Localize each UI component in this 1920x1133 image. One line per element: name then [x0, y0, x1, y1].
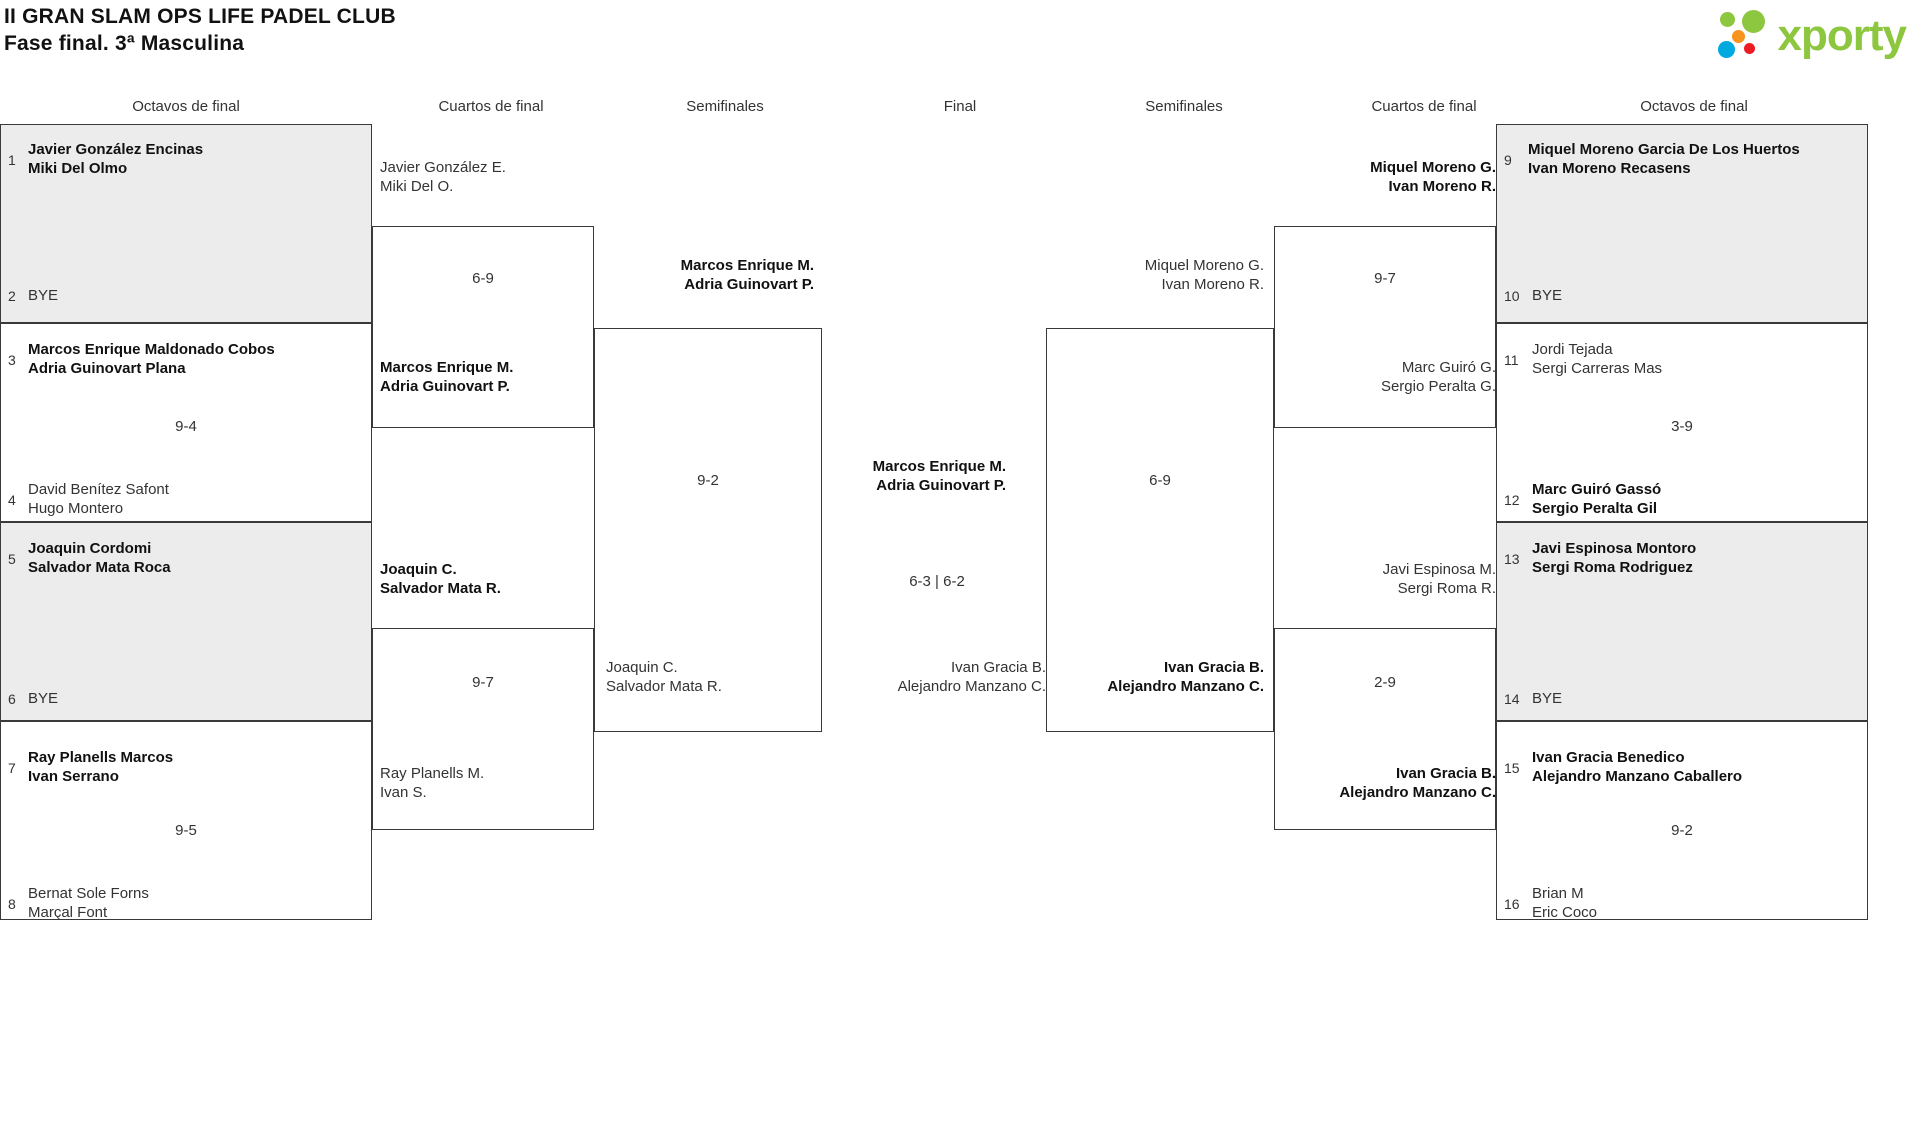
seed-8: 8 — [8, 896, 16, 912]
seed-1: 1 — [8, 152, 16, 168]
team-name-right-qf-1-line1: Miquel Moreno G. — [1370, 159, 1496, 176]
team-name-right-r16-14-line1: BYE — [1532, 690, 1563, 707]
seed-9: 9 — [1504, 152, 1512, 168]
seed-12: 12 — [1504, 492, 1520, 508]
score-final: 6-3 | 6-2 — [909, 573, 965, 590]
match-box-right-qf-1[interactable] — [1274, 226, 1496, 428]
team-name-right-r16-12-line1: Marc Guiró Gassó — [1532, 481, 1662, 498]
team-name-right-qf-4-line2: Alejandro Manzano C. — [1339, 784, 1496, 801]
score-right-qf-2: 2-9 — [1374, 674, 1396, 691]
seed-3: 3 — [8, 352, 16, 368]
team-name-left-r16-1-line2: Miki Del Olmo — [28, 160, 128, 177]
team-name-left-qf-4-line2: Ivan S. — [380, 784, 427, 801]
seed-7: 7 — [8, 760, 16, 776]
team-name-right-r16-13-line1: Javi Espinosa Montoro — [1532, 540, 1697, 557]
team-name-right-r16-9-line1: Miquel Moreno Garcia De Los Huertos — [1528, 141, 1800, 158]
team-name-left-r16-7-line2: Ivan Serrano — [28, 768, 119, 785]
logo-wordmark: xporty — [1777, 11, 1906, 60]
seed-16: 16 — [1504, 896, 1520, 912]
team-name-left-qf-2-line2: Adria Guinovart P. — [380, 378, 510, 395]
team-name-right-qf-4-line1: Ivan Gracia B. — [1395, 765, 1496, 782]
team-name-left-r16-4-line1: David Benítez Safont — [28, 481, 169, 498]
score-right-qf-1: 9-7 — [1374, 270, 1396, 287]
team-name-left-r16-3-line1: Marcos Enrique Maldonado Cobos — [28, 341, 275, 358]
team-name-right-r16-12-line2: Sergio Peralta Gil — [1532, 500, 1658, 517]
team-name-right-r16-9-line2: Ivan Moreno Recasens — [1528, 160, 1691, 177]
team-name-right-qf-3-line2: Sergi Roma R. — [1397, 580, 1496, 597]
team-name-left-r16-5-line2: Salvador Mata Roca — [28, 559, 171, 576]
team-name-right-r16-13-line2: Sergi Roma Rodriguez — [1532, 559, 1693, 576]
team-name-left-r16-4-line2: Hugo Montero — [28, 500, 124, 517]
team-name-left-r16-8-line2: Marçal Font — [28, 904, 108, 921]
seed-2: 2 — [8, 288, 16, 304]
team-name-left-r16-8-line1: Bernat Sole Forns — [28, 885, 149, 902]
team-name-left-sf-1-line2: Adria Guinovart P. — [684, 276, 814, 293]
team-name-left-sf-2-line2: Salvador Mata R. — [606, 678, 722, 695]
team-name-right-qf-3-line1: Javi Espinosa M. — [1382, 561, 1496, 578]
round-label-final: Final — [943, 98, 977, 115]
team-name-right-sf-1-line1: Miquel Moreno G. — [1144, 257, 1264, 274]
seed-4: 4 — [8, 492, 16, 508]
team-name-right-r16-15-line2: Alejandro Manzano Caballero — [1532, 768, 1743, 785]
seed-13: 13 — [1504, 551, 1520, 567]
score-left-r16-4: 9-5 — [175, 822, 197, 839]
team-name-final-bottom-line1: Ivan Gracia B. — [950, 659, 1046, 676]
logo-dots-icon — [1718, 10, 1770, 62]
team-name-left-sf-1-line1: Marcos Enrique M. — [680, 257, 814, 274]
round-label-right-sf: Semifinales — [1145, 98, 1223, 115]
team-name-left-r16-1-line1: Javier González Encinas — [28, 141, 204, 158]
team-name-left-r16-5-line1: Joaquin Cordomi — [28, 540, 152, 557]
score-right-r16-2: 3-9 — [1671, 418, 1693, 435]
round-label-left-sf: Semifinales — [686, 98, 764, 115]
team-name-left-qf-2-line1: Marcos Enrique M. — [380, 359, 514, 376]
team-name-left-r16-7-line1: Ray Planells Marcos — [28, 749, 174, 766]
round-label-left-r16: Octavos de final — [132, 98, 240, 115]
seed-14: 14 — [1504, 691, 1520, 707]
team-name-final-top-line2: Adria Guinovart P. — [876, 477, 1006, 494]
round-label-left-qf: Cuartos de final — [438, 98, 544, 115]
xporty-logo — [1718, 8, 1906, 64]
team-name-right-r16-10-line1: BYE — [1532, 287, 1563, 304]
team-name-left-r16-2-line1: BYE — [28, 287, 59, 304]
score-right-sf: 6-9 — [1149, 472, 1171, 489]
team-name-final-top-line1: Marcos Enrique M. — [872, 458, 1006, 475]
team-name-right-sf-2-line1: Ivan Gracia B. — [1163, 659, 1264, 676]
team-name-right-r16-15-line1: Ivan Gracia Benedico — [1532, 749, 1685, 766]
page-subtitle: Fase final. 3ª Masculina — [4, 32, 245, 55]
round-label-right-qf: Cuartos de final — [1371, 98, 1477, 115]
team-name-right-qf-2-line2: Sergio Peralta G. — [1380, 378, 1496, 395]
team-name-right-r16-11-line2: Sergi Carreras Mas — [1532, 360, 1663, 377]
score-left-qf-1: 6-9 — [472, 270, 494, 287]
team-name-right-r16-11-line1: Jordi Tejada — [1532, 341, 1613, 358]
team-name-left-qf-3-line2: Salvador Mata R. — [380, 580, 501, 597]
score-left-sf: 9-2 — [697, 472, 719, 489]
seed-11: 11 — [1504, 352, 1519, 368]
seed-5: 5 — [8, 551, 16, 567]
team-name-right-qf-2-line1: Marc Guiró G. — [1401, 359, 1496, 376]
round-label-right-r16: Octavos de final — [1640, 98, 1748, 115]
score-left-r16-2: 9-4 — [175, 418, 197, 435]
seed-15: 15 — [1504, 760, 1520, 776]
seed-6: 6 — [8, 691, 16, 707]
title-block — [4, 4, 396, 58]
team-name-left-r16-6-line1: BYE — [28, 690, 59, 707]
team-name-left-sf-2-line1: Joaquin C. — [606, 659, 678, 676]
team-name-right-r16-16-line1: Brian M — [1532, 885, 1584, 902]
team-name-left-r16-3-line2: Adria Guinovart Plana — [28, 360, 186, 377]
team-name-left-qf-3-line1: Joaquin C. — [380, 561, 457, 578]
seed-10: 10 — [1504, 288, 1520, 304]
team-name-right-qf-1-line2: Ivan Moreno R. — [1388, 178, 1496, 195]
tournament-title: II GRAN SLAM OPS LIFE PADEL CLUB — [4, 5, 396, 28]
team-name-right-sf-2-line2: Alejandro Manzano C. — [1107, 678, 1264, 695]
team-name-final-bottom-line2: Alejandro Manzano C. — [897, 678, 1046, 695]
score-right-r16-4: 9-2 — [1671, 822, 1693, 839]
team-name-right-sf-1-line2: Ivan Moreno R. — [1161, 276, 1264, 293]
page-header — [0, 0, 1920, 78]
team-name-left-qf-1-line1: Javier González E. — [380, 159, 506, 176]
team-name-left-qf-4-line1: Ray Planells M. — [380, 765, 485, 782]
score-left-qf-2: 9-7 — [472, 674, 494, 691]
team-name-right-r16-16-line2: Eric Coco — [1532, 904, 1598, 921]
team-name-left-qf-1-line2: Miki Del O. — [380, 178, 454, 195]
